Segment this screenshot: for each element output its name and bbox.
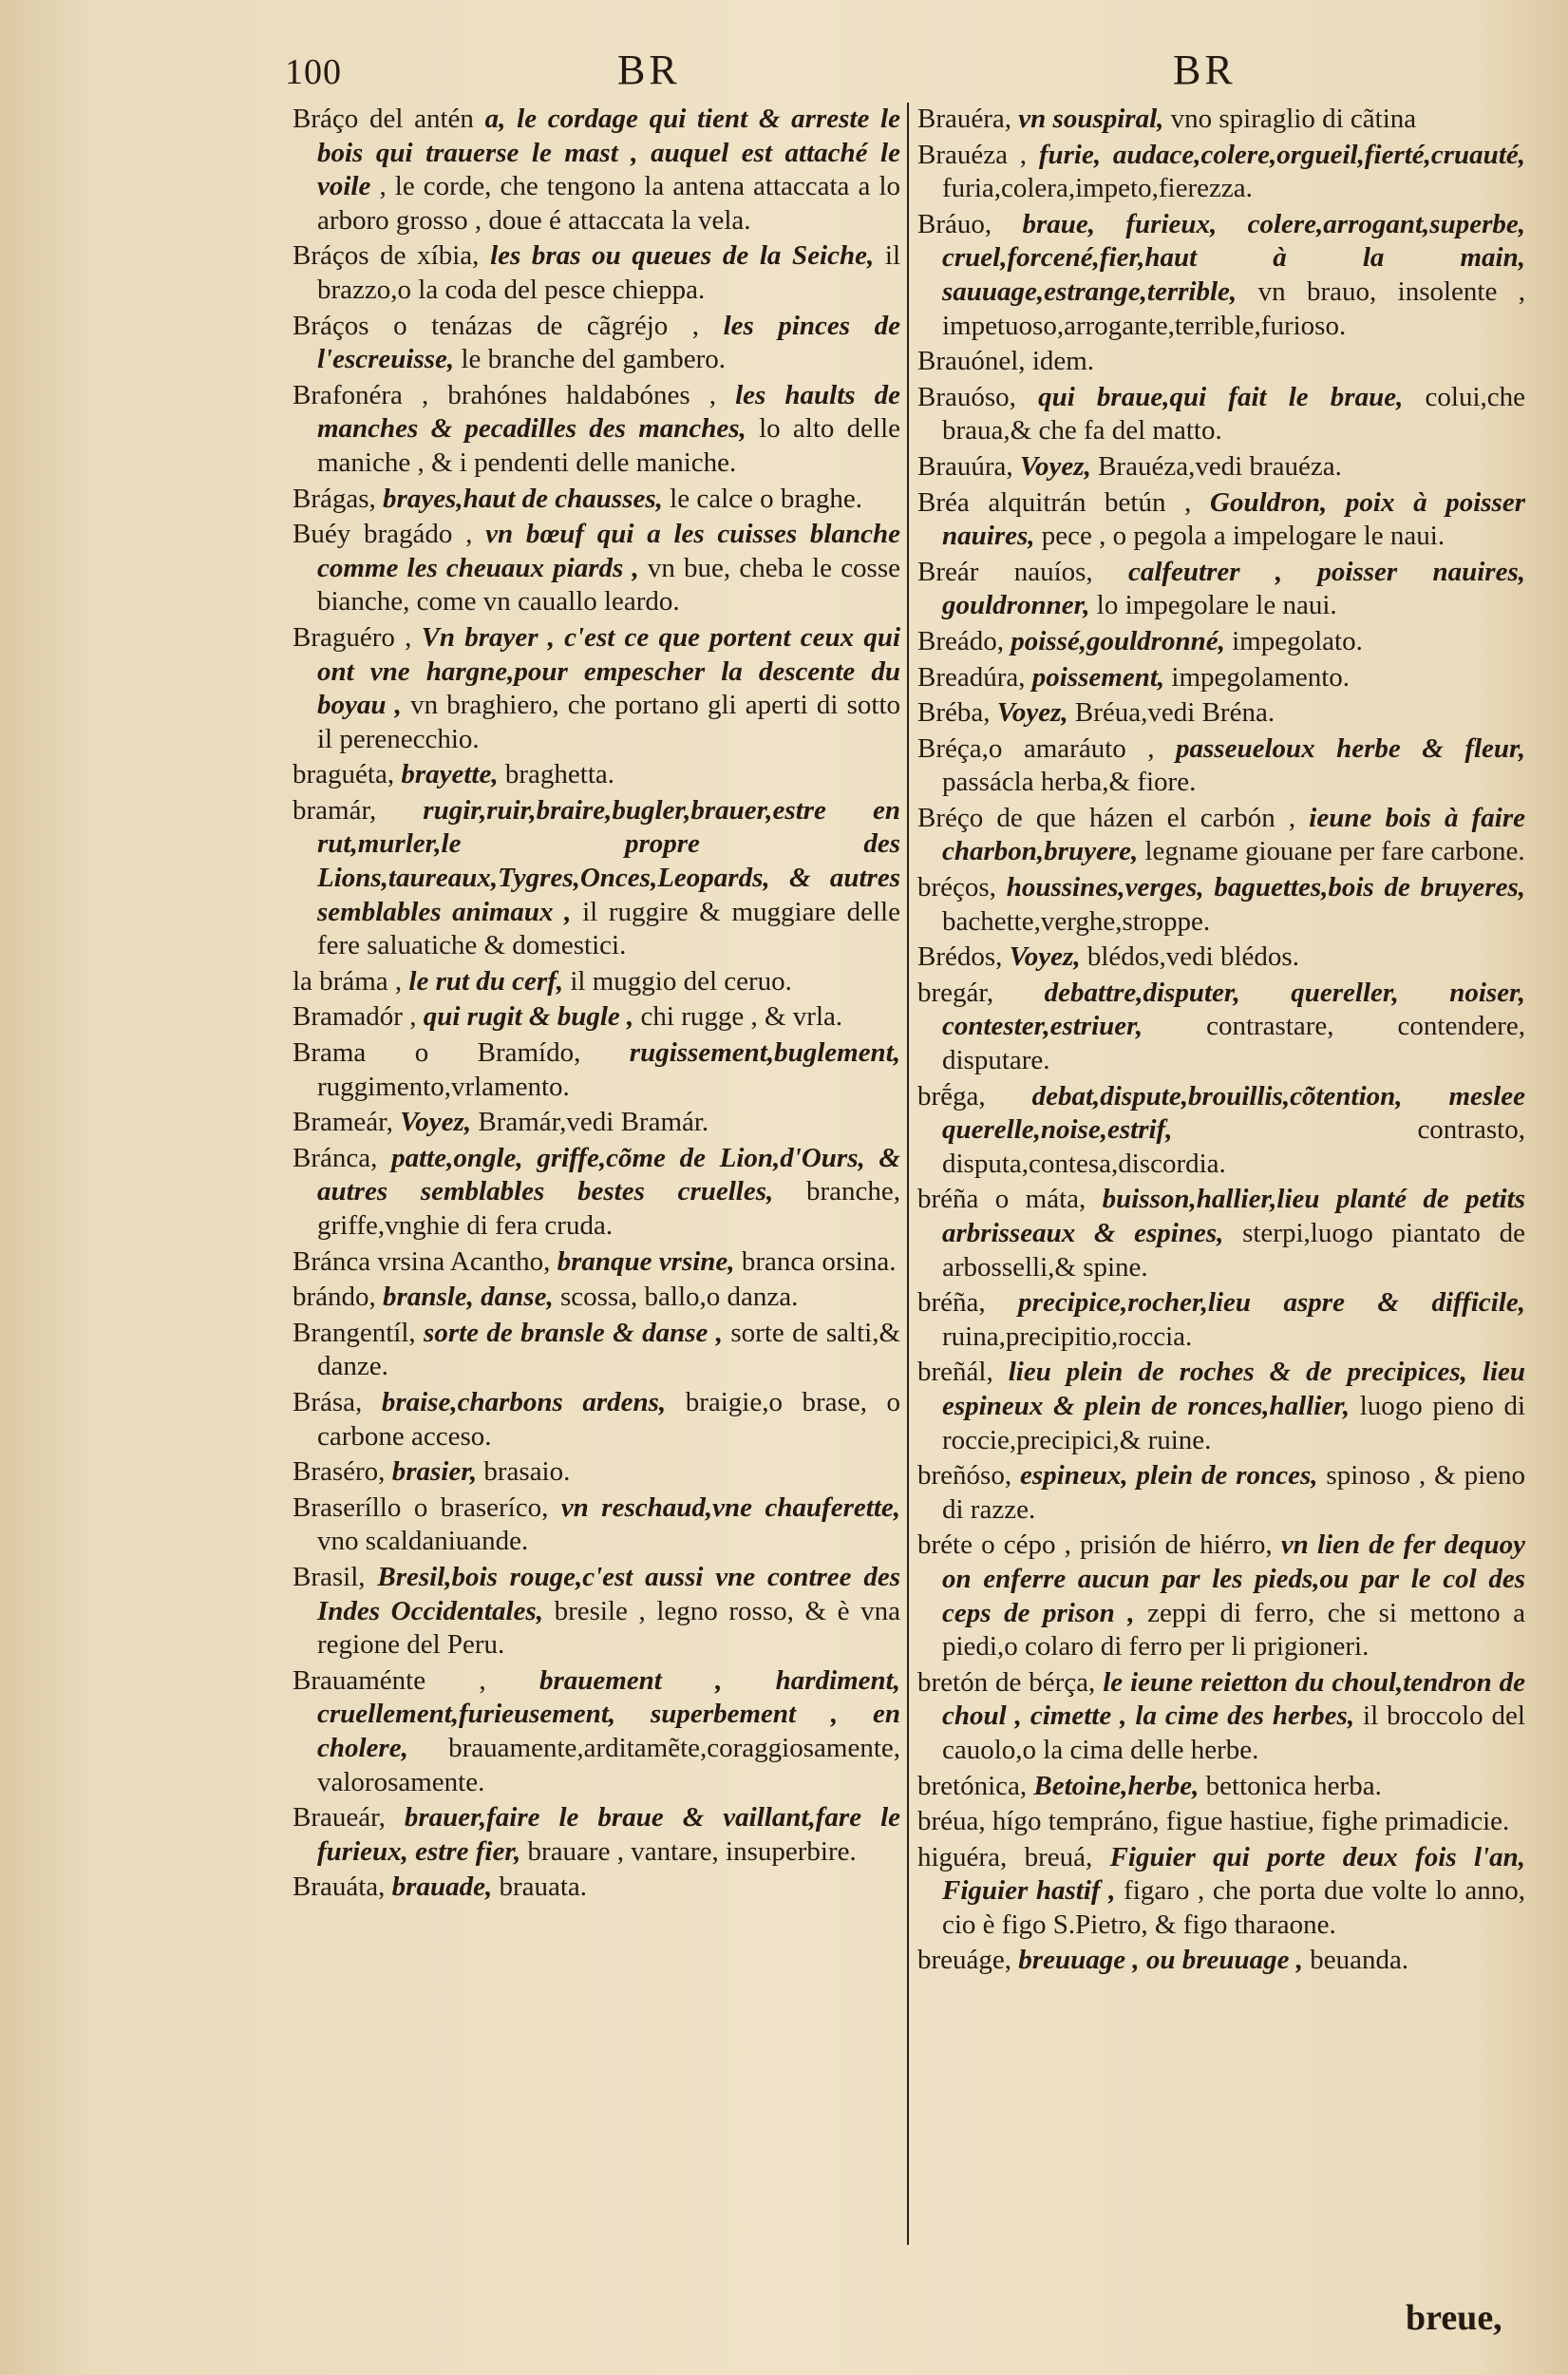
headword: bréña, [917, 1287, 986, 1319]
french-gloss: lieu plein de roches & de precipices, lieu espineux & plein de ronces,hallier, [942, 1357, 1525, 1421]
headword: Bránca, [293, 1142, 378, 1173]
italian-gloss: vn brauo, insolente , impetuoso,arrogante,terrible,furioso. [942, 276, 1525, 341]
dictionary-entry [917, 661, 1525, 695]
headword: Bréço de que házen el carbón , [917, 802, 1296, 833]
italian-gloss: le branche del gambero. [461, 344, 727, 375]
headword: bramár, [293, 794, 377, 826]
headword: bréña o máta, [917, 1184, 1086, 1215]
headword: braguéta, [293, 759, 395, 790]
dictionary-entry [293, 483, 900, 517]
headword: Bráços o tenázas de cãgréjo , [293, 310, 700, 341]
dictionary-entry [917, 1080, 1525, 1182]
french-gloss: passeueloux herbe & fleur, [1176, 732, 1525, 764]
french-gloss: debattre,disputer, quereller, noiser, contester,estriuer, [942, 977, 1525, 1042]
dictionary-entry [917, 977, 1525, 1078]
french-gloss: Gouldron, poix à poisser nauires, [942, 486, 1525, 552]
italian-gloss: luogo pieno di roccie,precipici,& ruine. [942, 1390, 1525, 1455]
dictionary-entry [917, 486, 1525, 554]
french-gloss: Vn brayer , c'est ce que portent ceux qui ont vne hargne,pour empescher la descente du boyau , [317, 621, 900, 721]
dictionary-entry [293, 621, 900, 756]
headword: brḗga, [917, 1080, 986, 1112]
italian-gloss: chi rugge , & vrla. [640, 1001, 843, 1033]
dictionary-entry [293, 1801, 900, 1869]
italian-gloss: , le corde, che tengono la antena attaccata a lo arboro grosso , doue é attaccata la vela. [317, 171, 900, 236]
headword: higuéra, breuá, [917, 1841, 1093, 1872]
french-gloss: Voyez, [400, 1107, 472, 1138]
headword: Brauéza , [917, 139, 1028, 170]
italian-gloss: vn bue, cheba le cosse bianche, come vn cauallo leardo. [317, 552, 900, 618]
french-gloss: vn lien de fer dequoy on enferre aucun par les pieds,ou par le col des ceps de prison , [942, 1530, 1525, 1628]
french-gloss: Bresil,bois rouge,c'est aussi vne contree des Indes Occidentales, [317, 1561, 900, 1626]
italian-gloss: hígo tempráno, figue hastiue, fighe primadicie. [992, 1806, 1510, 1837]
italian-gloss: vno spiraglio di cãtina [1170, 104, 1417, 134]
dictionary-entry [293, 1036, 900, 1104]
headword: Bráuo, [917, 208, 992, 239]
dictionary-entry [917, 1286, 1525, 1354]
dictionary-entry [917, 1183, 1525, 1284]
french-gloss: les pinces de l'escreuisse, [317, 310, 900, 375]
italian-gloss: lo alto delle maniche , & i pendenti delle maniche. [317, 413, 900, 478]
dictionary-entry [293, 1142, 900, 1244]
dictionary-entry [293, 1871, 900, 1905]
italian-gloss: Brauéza,vedi brauéza. [1098, 450, 1342, 482]
dictionary-entry [917, 381, 1525, 448]
french-gloss: debat,dispute,brouillis,cõtention, meslee querelle,noise,estrif, [942, 1080, 1525, 1146]
french-gloss: braue, furieux, colere,arrogant,superbe, cruel,forcené,fier,haut à la main, sauuage,estrange,terrible, [942, 208, 1525, 307]
italian-gloss: sterpi,luogo piantato de arbosselli,& spine. [942, 1218, 1525, 1282]
headword: Breadúra, [917, 661, 1026, 693]
dictionary-entry [917, 1356, 1525, 1457]
french-gloss: les bras ou queues de la Seiche, [490, 240, 875, 272]
dictionary-entry [917, 802, 1525, 869]
french-gloss: buisson,hallier,lieu planté de petits arbrisseaux & espines, [942, 1184, 1525, 1248]
headword: Bréba, [917, 697, 991, 729]
french-gloss: patte,ongle, griffe,cõme de Lion,d'Ours, & autres semblables bestes cruelles, [317, 1142, 900, 1207]
french-gloss: Voyez, [996, 697, 1068, 729]
headword: Brasil, [293, 1561, 366, 1592]
italian-gloss: il broccolo del cauolo,o la cima delle herbe. [942, 1700, 1525, 1765]
italian-gloss: ruggimento,vrlamento. [317, 1071, 570, 1102]
italian-gloss: brauamente,arditamẽte,coraggiosamente, valorosamente. [317, 1732, 900, 1797]
headword: Brafonéra , brahónes haldabónes , [293, 379, 716, 410]
headword: bréços, [917, 872, 996, 903]
dictionary-entry [293, 379, 900, 481]
headword: Brameár, [293, 1107, 393, 1138]
column-rule [907, 103, 909, 2245]
italian-gloss: braghetta. [504, 759, 614, 790]
french-gloss: houssines,verges, baguettes,bois de bruyeres, [1006, 872, 1525, 903]
italian-gloss: spinoso , & pieno di razze. [942, 1460, 1525, 1525]
italian-gloss: zeppi di ferro, che si mettono a piedi,o colaro di ferro per li prigioneri. [942, 1597, 1525, 1662]
italian-gloss: Bramár,vedi Bramár. [478, 1107, 709, 1138]
italian-gloss: brasaio. [483, 1456, 571, 1488]
headword: Brauaménte , [293, 1664, 486, 1696]
italian-gloss: contrasto, disputa,contesa,discordia. [942, 1114, 1525, 1179]
dictionary-entry [293, 103, 900, 238]
dictionary-entry [293, 1000, 900, 1035]
dictionary-entry [293, 239, 900, 307]
french-gloss: Voyez, [1009, 941, 1081, 973]
italian-gloss: vno scaldaniuande. [317, 1526, 529, 1557]
headword: Braséro, [293, 1456, 386, 1488]
italian-gloss: lo impegolare le naui. [1096, 590, 1337, 621]
dictionary-entry [293, 1386, 900, 1454]
italian-gloss: bresile , legno rosso, & è vna regione del Peru. [317, 1595, 900, 1661]
dictionary-entry [917, 1944, 1525, 1978]
headword: Bráço del antén [293, 104, 474, 134]
headword: Bréa alquitrán betún , [917, 486, 1192, 518]
italian-gloss: brauata. [499, 1872, 588, 1903]
headword: bregár, [917, 977, 994, 1008]
italian-gloss: impegolato. [1232, 625, 1363, 656]
headword: bretónica, [917, 1770, 1028, 1801]
italian-gloss: branca orsina. [741, 1245, 897, 1277]
french-gloss: vn bœuf qui a les cuisses blanche comme les cheuaux piards , [317, 519, 900, 583]
dictionary-entry [917, 139, 1525, 206]
italian-gloss: Bréua,vedi Bréna. [1074, 697, 1275, 729]
headword: Brauéra, [917, 104, 1012, 134]
french-gloss: brayette, [401, 759, 499, 790]
french-gloss: rugissement,buglement, [629, 1037, 900, 1069]
italian-gloss: furia,colera,impeto,fierezza. [942, 173, 1253, 204]
french-gloss: furie, audace,colere,orgueil,fierté,cruauté, [1038, 139, 1525, 170]
french-gloss: bransle, danse, [383, 1282, 554, 1313]
dictionary-entry [917, 696, 1525, 731]
dictionary-entry [917, 871, 1525, 939]
headword: Breádo, [917, 625, 1004, 656]
dictionary-entry [917, 1841, 1525, 1943]
italian-gloss: legname giouane per fare carbone. [1144, 836, 1525, 867]
french-gloss: sorte de bransle & danse , [424, 1317, 723, 1348]
running-head-right: BR [1173, 47, 1237, 93]
italian-gloss: passácla herba,& fiore. [942, 767, 1197, 798]
dictionary-entry [917, 103, 1525, 137]
italian-gloss: le calce o braghe. [670, 483, 863, 514]
french-gloss: brauade, [391, 1872, 493, 1903]
french-gloss: branque vrsine, [557, 1245, 735, 1277]
dictionary-entry [917, 940, 1525, 975]
dictionary-entry [293, 965, 900, 999]
french-gloss: le rut du cerf, [408, 965, 564, 997]
headword: Brágas, [293, 483, 376, 514]
headword: Bramadór , [293, 1001, 417, 1033]
italian-gloss: bettonica herba. [1205, 1770, 1382, 1801]
italian-gloss: impegolamento. [1171, 661, 1351, 693]
italian-gloss: branche, griffe,vnghie di fera cruda. [317, 1176, 900, 1241]
dictionary-entry [917, 1666, 1525, 1768]
french-gloss: ieune bois à faire charbon,bruyere, [942, 802, 1525, 867]
italian-gloss: pece , o pegola a impelogare le naui. [1041, 521, 1445, 552]
headword: Brauáta, [293, 1872, 386, 1903]
dictionary-entry [293, 1664, 900, 1799]
left-column [293, 103, 900, 2307]
dictionary-entry [293, 1106, 900, 1140]
italian-gloss: il brazzo,o la coda del pesce chieppa. [317, 240, 900, 305]
running-head-left: BR [617, 47, 681, 93]
dictionary-entry [293, 1492, 900, 1559]
catchword: breue, [1406, 2298, 1502, 2338]
headword: la bráma , [293, 965, 403, 997]
italian-gloss: beuanda. [1310, 1945, 1409, 1976]
french-gloss: qui rugit & bugle , [423, 1001, 634, 1033]
french-gloss: a, le cordage qui tient & arreste le bois qui trauerse le mast , auquel est attaché le voile [317, 104, 900, 202]
italian-gloss: colui,che braua,& che fa del matto. [942, 381, 1525, 446]
headword: breñóso, [917, 1460, 1012, 1492]
french-gloss: breuuage , ou breuuage , [1018, 1945, 1303, 1976]
italian-gloss: ruina,precipitio,roccia. [942, 1320, 1193, 1352]
dictionary-entry [293, 1561, 900, 1662]
italian-gloss: idem. [1031, 346, 1095, 377]
headword: Bránca vrsina Acantho, [293, 1245, 551, 1277]
dictionary-entry [917, 450, 1525, 484]
italian-gloss: brauare , vantare, insuperbire. [527, 1835, 857, 1867]
headword: Braguéro , [293, 621, 412, 653]
headword: Breár nauíos, [917, 556, 1093, 587]
french-gloss: vn souspiral, [1018, 104, 1164, 134]
headword: Braseríllo o braseríco, [293, 1492, 549, 1523]
french-gloss: calfeutrer , poisser nauires, gouldronner, [942, 556, 1525, 621]
headword: Brauóso, [917, 381, 1016, 412]
italian-gloss: vn braghiero, che portano gli aperti di sotto il perenecchio. [317, 690, 900, 754]
french-gloss: brauement , hardiment, cruellement,furieusement, superbement , en cholere, [317, 1664, 900, 1763]
dictionary-entry [293, 1317, 900, 1384]
french-gloss: Betoine,herbe, [1033, 1770, 1200, 1801]
italian-gloss: il muggio del ceruo. [570, 965, 792, 997]
dictionary-entry [917, 625, 1525, 659]
dictionary-entry [917, 208, 1525, 343]
headword: bréua, [917, 1806, 986, 1837]
dictionary-entry [917, 1459, 1525, 1527]
dictionary-entry [293, 310, 900, 377]
headword: Bréça,o amaráuto , [917, 732, 1155, 764]
italian-gloss: il ruggire & muggiare delle fere saluatiche & domestici. [317, 896, 900, 961]
headword: Buéy bragádo , [293, 519, 473, 550]
dictionary-entry [293, 1245, 900, 1280]
dictionary-entry [293, 518, 900, 619]
headword: Brangentíl, [293, 1317, 416, 1348]
headword: Brama o Bramído, [293, 1037, 581, 1069]
headword: bréte o cépo , prisión de hiérro, [917, 1530, 1273, 1561]
headword: Brása, [293, 1386, 363, 1417]
french-gloss: Voyez, [1019, 450, 1091, 482]
french-gloss: poissement, [1031, 661, 1165, 693]
dictionary-entry [293, 794, 900, 963]
headword: Braueár, [293, 1802, 386, 1834]
french-gloss: le ieune reietton du choul,tendron de choul , cimette , la cime des herbes, [942, 1666, 1525, 1732]
dictionary-entry [293, 1281, 900, 1315]
dictionary-entry [917, 345, 1525, 379]
folio-number: 100 [285, 52, 342, 92]
italian-gloss: blédos,vedi blédos. [1086, 941, 1299, 973]
headword: Bráços de xíbia, [293, 240, 480, 272]
headword: brándo, [293, 1282, 376, 1313]
french-gloss: poissé,gouldronné, [1011, 625, 1225, 656]
italian-gloss: braigie,o brase, o carbone acceso. [317, 1386, 900, 1452]
right-column [917, 103, 1525, 2307]
french-gloss: qui braue,qui fait le braue, [1038, 381, 1404, 412]
french-gloss: les haults de manches & pecadilles des manches, [317, 379, 900, 445]
page-header [285, 46, 1520, 103]
headword: breñál, [917, 1357, 993, 1388]
dictionary-entry [917, 1770, 1525, 1804]
italian-gloss: figaro , che porta due volte lo anno, cio è figo S.Pietro, & figo tharaone. [942, 1875, 1525, 1940]
headword: Brédos, [917, 941, 1003, 973]
french-gloss: brayes,haut de chausses, [383, 483, 663, 514]
italian-gloss: bachette,verghe,stroppe. [942, 905, 1211, 937]
dictionary-entry [917, 1529, 1525, 1663]
dictionary-entry [917, 732, 1525, 800]
french-gloss: vn reschaud,vne chauferette, [560, 1492, 900, 1523]
dictionary-entry [293, 1455, 900, 1490]
headword: Brauónel, [917, 346, 1026, 377]
french-gloss: Figuier qui porte deux fois l'an, Figuier hastif , [942, 1841, 1525, 1907]
italian-gloss: sorte de salti,& danze. [317, 1317, 900, 1382]
headword: bretón de bérça, [917, 1666, 1096, 1698]
dictionary-entry [917, 556, 1525, 623]
italian-gloss: scossa, ballo,o danza. [559, 1282, 799, 1313]
french-gloss: brasier, [391, 1456, 478, 1488]
french-gloss: espineux, plein de ronces, [1020, 1460, 1318, 1492]
italian-gloss: contrastare, contendere, disputare. [942, 1011, 1525, 1076]
french-gloss: rugir,ruir,braire,bugler,brauer,estre en rut,murler,le propre des Lions,taureaux,Tygres,Onces,Leopards, & autres semblables animaux , [317, 794, 900, 927]
dictionary-entry [293, 758, 900, 792]
headword: Brauúra, [917, 450, 1013, 482]
french-gloss: brauer,faire le braue & vaillant,fare le furieux, estre fier, [317, 1802, 900, 1867]
headword: breuáge, [917, 1945, 1012, 1976]
dictionary-entry [917, 1805, 1525, 1839]
french-gloss: precipice,rocher,lieu aspre & difficile, [1018, 1287, 1525, 1319]
french-gloss: braise,charbons ardens, [381, 1386, 667, 1417]
